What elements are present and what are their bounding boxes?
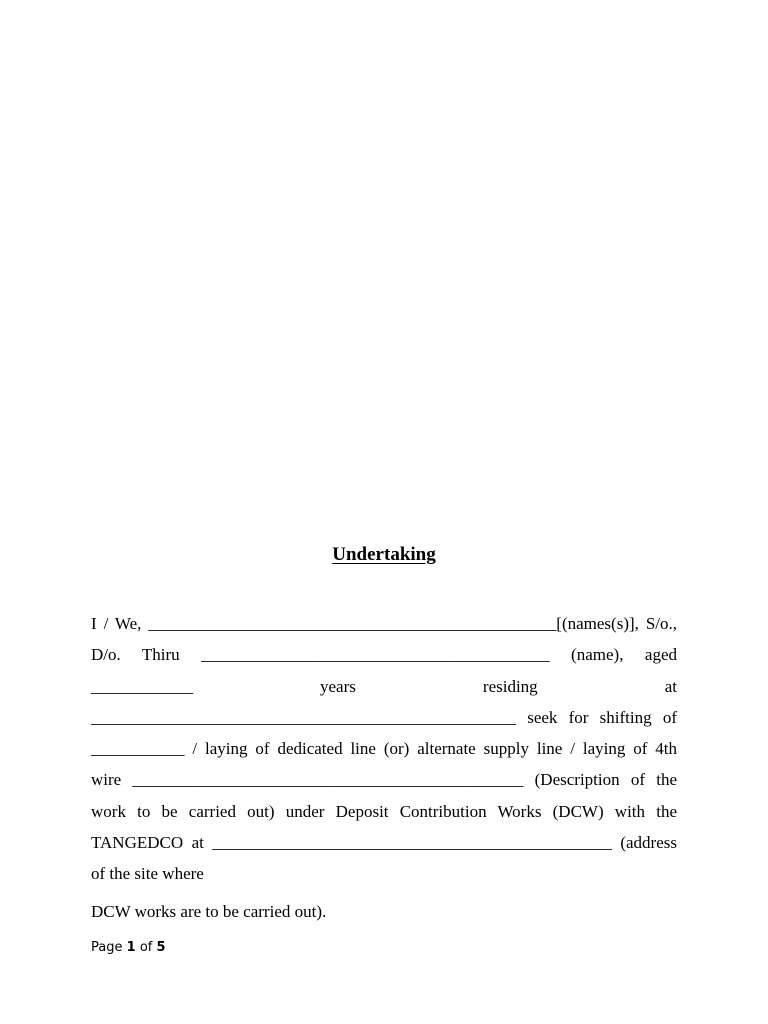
page-total: 5	[156, 940, 166, 955]
of-label: of	[139, 940, 153, 955]
undertaking-body	[91, 608, 677, 890]
page-footer	[91, 940, 166, 955]
residing-word: residing	[482, 676, 538, 696]
age-blank: ____________	[91, 676, 193, 696]
body-line-3	[91, 671, 677, 702]
body-line-7: work to be carried out) under Deposit Contribution Works (DCW) with the	[91, 801, 677, 821]
body-line-6: wire ______________________________________________ (Description of the	[91, 770, 677, 790]
page-label: Page	[91, 940, 123, 955]
document-title: Undertaking	[332, 544, 436, 565]
body-line-9: of the site where	[91, 864, 204, 884]
body-line-4: __________________________________________________ seek for shifting of	[91, 707, 677, 727]
body-line-8: TANGEDCO at _______________________________________________ (address	[91, 833, 677, 853]
body-paragraph-2: DCW works are to be carried out).	[91, 902, 327, 921]
at-word: at	[664, 676, 677, 696]
page-number: 1	[126, 940, 136, 955]
body-line-5: ___________ / laying of dedicated line (or) alternate supply line / laying of 4th	[91, 739, 677, 759]
body-line-1: I / We, ________________________________________________[(names(s)], S/o.,	[91, 614, 677, 633]
body-line-2: D/o. Thiru _________________________________________ (name), aged	[91, 645, 677, 665]
years-word: years	[320, 676, 356, 696]
